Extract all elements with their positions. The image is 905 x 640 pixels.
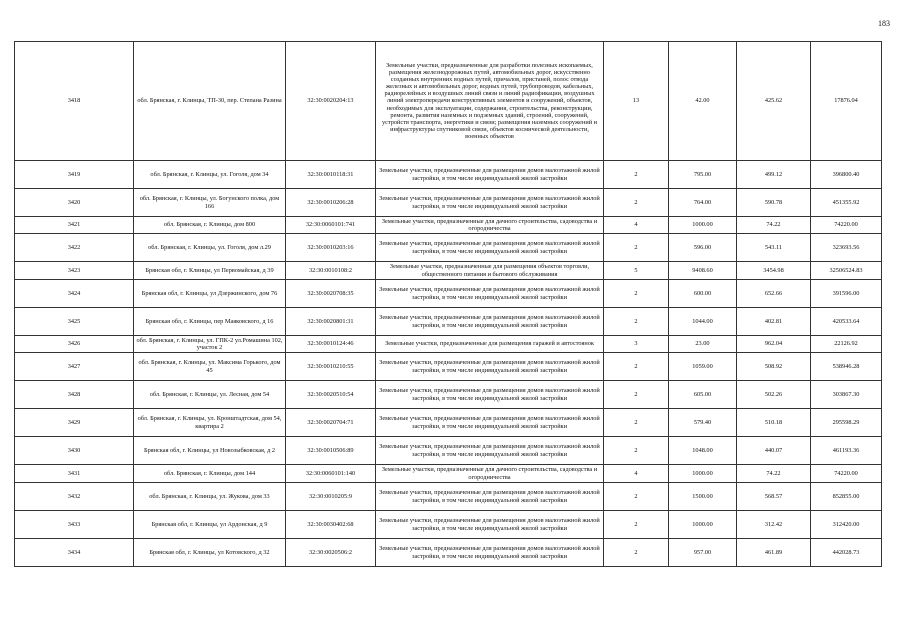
land-use-cell: Земельные участки, предназначенные для разработки полезных ископаемых, размещения железнодорожных путей, автомобильных дорог, искусственно созданных внутренних водных путей, причалов, пристаней, полос отвода железных и автомобильных дорог, водных путей, трубопроводов, кабельных, радиорелейных и воздушных линий связи и линий радиофикации, воздушных линий электропередачи конструктивных элементов и сооружений, объектов, необходимых для эксплуатации, содержания, строительства, реконструкции, ремонта, развития наземных и подземных зданий, строений, сооружений, устройств транспорта, энергетики и связи; размещения наземных сооружений и инфраструктуры спутниковой связи, объектов космической деятельности, военных объектов bbox=[376, 42, 604, 161]
table-row bbox=[15, 262, 882, 280]
address-cell: Брянская обл, г. Клинцы, ул Первомайская, д 39 bbox=[134, 262, 286, 280]
area-cell: 1048.00 bbox=[669, 437, 737, 465]
table-row bbox=[15, 465, 882, 483]
rate-cell: 543.11 bbox=[737, 234, 811, 262]
row-number: 3420 bbox=[15, 189, 134, 217]
address-cell: обл. Брянская, г. Клинцы, ул. Гоголя, дом 34 bbox=[134, 161, 286, 189]
cadastral-value-cell: 852855.00 bbox=[811, 483, 882, 511]
table-body bbox=[15, 42, 882, 567]
group-cell: 2 bbox=[604, 483, 669, 511]
group-cell: 2 bbox=[604, 511, 669, 539]
group-cell: 2 bbox=[604, 234, 669, 262]
rate-cell: 402.81 bbox=[737, 308, 811, 336]
address-cell: обл. Брянская, г. Клинцы, ТП-30, пер. Степана Разина bbox=[134, 42, 286, 161]
group-cell: 2 bbox=[604, 381, 669, 409]
table-row bbox=[15, 280, 882, 308]
group-cell: 2 bbox=[604, 353, 669, 381]
row-number: 3422 bbox=[15, 234, 134, 262]
land-use-cell: Земельные участки, предназначенные для размещения объектов торговли, общественного питания и бытового обслуживания bbox=[376, 262, 604, 280]
row-number: 3426 bbox=[15, 336, 134, 353]
table-row bbox=[15, 42, 882, 161]
group-cell: 2 bbox=[604, 308, 669, 336]
table-row bbox=[15, 308, 882, 336]
area-cell: 1500.00 bbox=[669, 483, 737, 511]
area-cell: 957.00 bbox=[669, 539, 737, 567]
group-cell: 2 bbox=[604, 161, 669, 189]
address-cell: обл. Брянская, г. Клинцы, ул. Жукова, дом 33 bbox=[134, 483, 286, 511]
cadastral-value-cell: 22126.92 bbox=[811, 336, 882, 353]
table-row bbox=[15, 336, 882, 353]
cadastral-number-cell: 32:30:0020801:31 bbox=[286, 308, 376, 336]
land-use-cell: Земельные участки, предназначенные для размещения домов малоэтажной жилой застройки, в том числе индивидуальной жилой застройки bbox=[376, 161, 604, 189]
cadastral-number-cell: 32:30:0030402:68 bbox=[286, 511, 376, 539]
row-number: 3424 bbox=[15, 280, 134, 308]
group-cell: 2 bbox=[604, 539, 669, 567]
land-use-cell: Земельные участки, предназначенные для размещения домов малоэтажной жилой застройки, в том числе индивидуальной жилой застройки bbox=[376, 308, 604, 336]
cadastral-value-cell: 32506524.83 bbox=[811, 262, 882, 280]
land-use-cell: Земельные участки, предназначенные для дачного строительства, садоводства и огородничества bbox=[376, 465, 604, 483]
cadastral-value-cell: 420533.64 bbox=[811, 308, 882, 336]
row-number: 3418 bbox=[15, 42, 134, 161]
cadastral-value-cell: 295598.29 bbox=[811, 409, 882, 437]
area-cell: 9408.60 bbox=[669, 262, 737, 280]
cadastral-number-cell: 32:30:0020704:71 bbox=[286, 409, 376, 437]
table-row bbox=[15, 539, 882, 567]
cadastral-value-cell: 17876.04 bbox=[811, 42, 882, 161]
cadastral-value-cell: 312420.00 bbox=[811, 511, 882, 539]
rate-cell: 461.89 bbox=[737, 539, 811, 567]
area-cell: 795.00 bbox=[669, 161, 737, 189]
group-cell: 13 bbox=[604, 42, 669, 161]
cadastral-number-cell: 32:30:0010206:28 bbox=[286, 189, 376, 217]
row-number: 3429 bbox=[15, 409, 134, 437]
cadastral-value-cell: 451355.92 bbox=[811, 189, 882, 217]
land-use-cell: Земельные участки, предназначенные для размещения гаражей и автостоянок bbox=[376, 336, 604, 353]
cadastral-number-cell: 32:30:0010210:55 bbox=[286, 353, 376, 381]
table-row bbox=[15, 161, 882, 189]
cadastral-number-cell: 32:30:0020510:54 bbox=[286, 381, 376, 409]
land-use-cell: Земельные участки, предназначенные для размещения домов малоэтажной жилой застройки, в том числе индивидуальной жилой застройки bbox=[376, 437, 604, 465]
cadastral-value-cell: 396800.40 bbox=[811, 161, 882, 189]
row-number: 3425 bbox=[15, 308, 134, 336]
rate-cell: 510.18 bbox=[737, 409, 811, 437]
cadastral-value-cell: 303867.30 bbox=[811, 381, 882, 409]
address-cell: обл. Брянская, г. Клинцы, ул. Богунского полка, дом 166 bbox=[134, 189, 286, 217]
cadastral-value-table bbox=[14, 41, 882, 567]
row-number: 3423 bbox=[15, 262, 134, 280]
table-row bbox=[15, 483, 882, 511]
cadastral-value-cell: 323693.56 bbox=[811, 234, 882, 262]
group-cell: 5 bbox=[604, 262, 669, 280]
row-number: 3430 bbox=[15, 437, 134, 465]
land-use-cell: Земельные участки, предназначенные для размещения домов малоэтажной жилой застройки, в том числе индивидуальной жилой застройки bbox=[376, 409, 604, 437]
land-use-cell: Земельные участки, предназначенные для размещения домов малоэтажной жилой застройки, в том числе индивидуальной жилой застройки bbox=[376, 234, 604, 262]
group-cell: 2 bbox=[604, 189, 669, 217]
area-cell: 764.00 bbox=[669, 189, 737, 217]
cadastral-number-cell: 32:30:0060101:140 bbox=[286, 465, 376, 483]
row-number: 3433 bbox=[15, 511, 134, 539]
address-cell: обл. Брянская, г. Клинцы, ул. Максима Горького, дом 45 bbox=[134, 353, 286, 381]
cadastral-number-cell: 32:30:0010203:16 bbox=[286, 234, 376, 262]
rate-cell: 440.07 bbox=[737, 437, 811, 465]
land-use-cell: Земельные участки, предназначенные для размещения домов малоэтажной жилой застройки, в том числе индивидуальной жилой застройки bbox=[376, 280, 604, 308]
rate-cell: 590.78 bbox=[737, 189, 811, 217]
address-cell: Брянская обл, г. Клинцы, ул Котовского, д 32 bbox=[134, 539, 286, 567]
table-row bbox=[15, 409, 882, 437]
cadastral-value-cell: 442028.73 bbox=[811, 539, 882, 567]
table-row bbox=[15, 381, 882, 409]
land-use-cell: Земельные участки, предназначенные для дачного строительства, садоводства и огородничества bbox=[376, 217, 604, 234]
area-cell: 1000.00 bbox=[669, 465, 737, 483]
group-cell: 3 bbox=[604, 336, 669, 353]
cadastral-value-cell: 461193.36 bbox=[811, 437, 882, 465]
rate-cell: 74.22 bbox=[737, 217, 811, 234]
rate-cell: 652.66 bbox=[737, 280, 811, 308]
land-use-cell: Земельные участки, предназначенные для размещения домов малоэтажной жилой застройки, в том числе индивидуальной жилой застройки bbox=[376, 511, 604, 539]
cadastral-value-cell: 538946.28 bbox=[811, 353, 882, 381]
group-cell: 2 bbox=[604, 280, 669, 308]
group-cell: 4 bbox=[604, 217, 669, 234]
row-number: 3419 bbox=[15, 161, 134, 189]
area-cell: 600.00 bbox=[669, 280, 737, 308]
cadastral-value-cell: 74220.00 bbox=[811, 217, 882, 234]
table-row bbox=[15, 217, 882, 234]
address-cell: обл. Брянская, г. Клинцы, дом 800 bbox=[134, 217, 286, 234]
cadastral-number-cell: 32:30:0010108:2 bbox=[286, 262, 376, 280]
land-use-cell: Земельные участки, предназначенные для размещения домов малоэтажной жилой застройки, в том числе индивидуальной жилой застройки bbox=[376, 189, 604, 217]
address-cell: обл. Брянская, г. Клинцы, ул. Лесная, дом 54 bbox=[134, 381, 286, 409]
address-cell: Брянская обл, г. Клинцы, ул Дзержинского, дом 76 bbox=[134, 280, 286, 308]
row-number: 3434 bbox=[15, 539, 134, 567]
land-use-cell: Земельные участки, предназначенные для размещения домов малоэтажной жилой застройки, в том числе индивидуальной жилой застройки bbox=[376, 539, 604, 567]
cadastral-number-cell: 32:30:0020204:13 bbox=[286, 42, 376, 161]
address-cell: обл. Брянская, г. Клинцы, ул. ГПК-2 ул.Ромашина 102, участок 2 bbox=[134, 336, 286, 353]
area-cell: 1000.00 bbox=[669, 217, 737, 234]
rate-cell: 74.22 bbox=[737, 465, 811, 483]
group-cell: 4 bbox=[604, 465, 669, 483]
land-use-cell: Земельные участки, предназначенные для размещения домов малоэтажной жилой застройки, в том числе индивидуальной жилой застройки bbox=[376, 483, 604, 511]
page-number: 183 bbox=[878, 19, 890, 28]
table-row bbox=[15, 511, 882, 539]
area-cell: 1044.00 bbox=[669, 308, 737, 336]
area-cell: 605.00 bbox=[669, 381, 737, 409]
cadastral-number-cell: 32:30:0020506:2 bbox=[286, 539, 376, 567]
area-cell: 1000.00 bbox=[669, 511, 737, 539]
row-number: 3427 bbox=[15, 353, 134, 381]
rate-cell: 508.92 bbox=[737, 353, 811, 381]
land-use-cell: Земельные участки, предназначенные для размещения домов малоэтажной жилой застройки, в том числе индивидуальной жилой застройки bbox=[376, 353, 604, 381]
group-cell: 2 bbox=[604, 437, 669, 465]
rate-cell: 499.12 bbox=[737, 161, 811, 189]
area-cell: 1059.00 bbox=[669, 353, 737, 381]
cadastral-value-cell: 74220.00 bbox=[811, 465, 882, 483]
rate-cell: 425.62 bbox=[737, 42, 811, 161]
address-cell: обл. Брянская, г. Клинцы, ул. Кронштадтская, дом 54, квартира 2 bbox=[134, 409, 286, 437]
cadastral-value-cell: 391596.00 bbox=[811, 280, 882, 308]
rate-cell: 962.04 bbox=[737, 336, 811, 353]
rate-cell: 312.42 bbox=[737, 511, 811, 539]
table-row bbox=[15, 353, 882, 381]
group-cell: 2 bbox=[604, 409, 669, 437]
rate-cell: 568.57 bbox=[737, 483, 811, 511]
row-number: 3421 bbox=[15, 217, 134, 234]
rate-cell: 502.26 bbox=[737, 381, 811, 409]
land-use-cell: Земельные участки, предназначенные для размещения домов малоэтажной жилой застройки, в том числе индивидуальной жилой застройки bbox=[376, 381, 604, 409]
address-cell: Брянская обл, г. Клинцы, ул Ардонская, д 9 bbox=[134, 511, 286, 539]
cadastral-number-cell: 32:30:0010205:9 bbox=[286, 483, 376, 511]
table-row bbox=[15, 437, 882, 465]
area-cell: 579.40 bbox=[669, 409, 737, 437]
table-row bbox=[15, 234, 882, 262]
cadastral-number-cell: 32:30:0020708:35 bbox=[286, 280, 376, 308]
area-cell: 596.00 bbox=[669, 234, 737, 262]
cadastral-number-cell: 32:30:0060101:741 bbox=[286, 217, 376, 234]
area-cell: 42.00 bbox=[669, 42, 737, 161]
row-number: 3432 bbox=[15, 483, 134, 511]
row-number: 3428 bbox=[15, 381, 134, 409]
address-cell: обл. Брянская, г. Клинцы, ул. Гоголя, дом л.29 bbox=[134, 234, 286, 262]
cadastral-number-cell: 32:30:0010124:46 bbox=[286, 336, 376, 353]
row-number: 3431 bbox=[15, 465, 134, 483]
address-cell: Брянская обл, г. Клинцы, ул Новозыбковская, д 2 bbox=[134, 437, 286, 465]
area-cell: 23.00 bbox=[669, 336, 737, 353]
rate-cell: 3454.98 bbox=[737, 262, 811, 280]
cadastral-number-cell: 32:30:0010506:89 bbox=[286, 437, 376, 465]
address-cell: обл. Брянская, г. Клинцы, дом 144 bbox=[134, 465, 286, 483]
table-row bbox=[15, 189, 882, 217]
cadastral-number-cell: 32:30:0010118:31 bbox=[286, 161, 376, 189]
address-cell: Брянская обл, г. Клинцы, пер Маяковского, д 16 bbox=[134, 308, 286, 336]
